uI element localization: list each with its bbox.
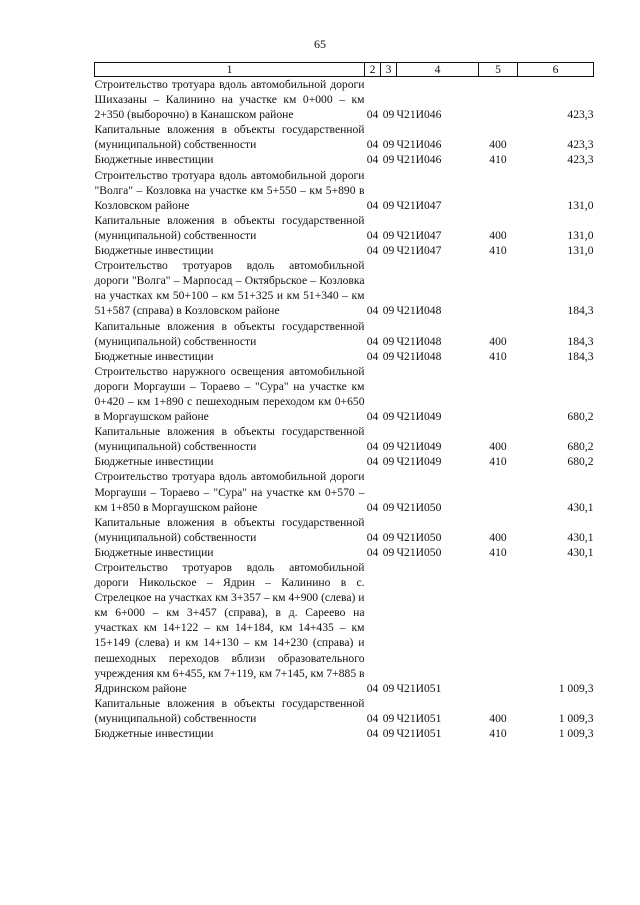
table-row (95, 696, 594, 726)
row-target-article: Ч21И050 (396, 500, 442, 514)
page-number: 65 (314, 37, 326, 51)
row-expense-type: 410 (489, 727, 507, 741)
row-section: 04 (366, 304, 379, 318)
row-section: 04 (366, 455, 379, 469)
row-name: Бюджетные инвестиции (94, 153, 214, 167)
header-col-5: 5 (479, 63, 518, 77)
row-target-article: Ч21И049 (396, 455, 442, 469)
row-section: 04 (366, 681, 379, 695)
row-section: 04 (366, 500, 379, 514)
row-amount: 423,3 (567, 138, 594, 152)
header-col-3: 3 (381, 63, 397, 77)
row-subsection: 09 (382, 727, 395, 741)
row-subsection: 09 (382, 108, 395, 122)
row-subsection: 09 (382, 681, 395, 695)
header-col-6: 6 (518, 63, 594, 77)
row-expense-type: 410 (489, 545, 507, 559)
row-section: 04 (366, 244, 379, 258)
row-target-article: Ч21И047 (396, 228, 442, 242)
row-section: 04 (366, 138, 379, 152)
row-name: Бюджетные инвестиции (94, 244, 214, 258)
row-section: 04 (366, 108, 379, 122)
row-amount: 430,1 (567, 500, 594, 514)
row-target-article: Ч21И046 (396, 108, 442, 122)
row-target-article: Ч21И049 (396, 440, 442, 454)
row-target-article: Ч21И048 (396, 349, 442, 363)
table-row (95, 122, 594, 152)
row-subsection: 09 (382, 530, 395, 544)
table-row (95, 77, 594, 123)
row-expense-type: 400 (489, 138, 507, 152)
table-row (95, 319, 594, 349)
row-name: Капитальные вложения в объекты государственной (муниципальной) собственности (94, 213, 365, 242)
row-amount: 680,2 (567, 440, 594, 454)
row-section: 04 (366, 530, 379, 544)
row-amount: 131,0 (567, 244, 594, 258)
row-amount: 430,1 (567, 545, 594, 559)
table-row (95, 168, 594, 213)
table-row (95, 424, 594, 454)
row-amount: 1 009,3 (558, 681, 594, 695)
table-row (95, 349, 594, 364)
row-target-article: Ч21И051 (396, 727, 442, 741)
row-section: 04 (366, 440, 379, 454)
row-amount: 423,3 (567, 153, 594, 167)
row-subsection: 09 (382, 440, 395, 454)
row-subsection: 09 (382, 349, 395, 363)
header-col-2: 2 (365, 63, 381, 77)
row-amount: 184,3 (567, 304, 594, 318)
row-target-article: Ч21И050 (396, 545, 442, 559)
row-amount: 423,3 (567, 108, 594, 122)
row-section: 04 (366, 727, 379, 741)
row-target-article: Ч21И051 (396, 681, 442, 695)
row-amount: 131,0 (567, 228, 594, 242)
table-row (95, 545, 594, 560)
row-section: 04 (366, 153, 379, 167)
row-name: Строительство тротуара вдоль автомобильной дороги "Волга" – Козловка на участке км 5+550 – км 5+890 в Козловском районе (94, 168, 365, 212)
row-name: Капитальные вложения в объекты государственной (муниципальной) собственности (94, 123, 365, 152)
row-name: Бюджетные инвестиции (94, 349, 214, 363)
row-expense-type: 410 (489, 244, 507, 258)
row-section: 04 (366, 711, 379, 725)
table-row (95, 515, 594, 545)
row-expense-type (479, 364, 518, 424)
row-name: Строительство тротуаров вдоль автомобильной дороги "Волга" – Марпосад – Октябрьское – Козловка на участках км 50+100 – км 51+325 и км 51+340 – км 51+587 (справа) в Козловском районе (94, 259, 365, 318)
row-subsection: 09 (382, 244, 395, 258)
row-amount: 1 009,3 (558, 727, 594, 741)
row-expense-type: 410 (489, 349, 507, 363)
row-expense-type (479, 469, 518, 514)
row-expense-type: 400 (489, 440, 507, 454)
table-row (95, 560, 594, 696)
row-amount: 1 009,3 (558, 711, 594, 725)
row-subsection: 09 (382, 410, 395, 424)
row-expense-type (479, 77, 518, 123)
row-expense-type: 400 (489, 711, 507, 725)
row-amount: 184,3 (567, 334, 594, 348)
table-row (95, 469, 594, 514)
row-target-article: Ч21И046 (396, 138, 442, 152)
row-section: 04 (366, 349, 379, 363)
header-col-1: 1 (95, 63, 365, 77)
table-row (95, 364, 594, 424)
row-name: Капитальные вложения в объекты государственной (муниципальной) собственности (94, 319, 365, 348)
row-name: Бюджетные инвестиции (94, 455, 214, 469)
row-target-article: Ч21И047 (396, 244, 442, 258)
row-target-article: Ч21И047 (396, 198, 442, 212)
row-amount: 430,1 (567, 530, 594, 544)
row-target-article: Ч21И046 (396, 153, 442, 167)
row-expense-type: 410 (489, 153, 507, 167)
table-row (95, 213, 594, 243)
row-subsection: 09 (382, 711, 395, 725)
row-subsection: 09 (382, 334, 395, 348)
row-amount: 680,2 (567, 455, 594, 469)
row-amount: 131,0 (567, 198, 594, 212)
row-expense-type: 410 (489, 455, 507, 469)
row-name: Бюджетные инвестиции (94, 545, 214, 559)
row-subsection: 09 (382, 153, 395, 167)
row-subsection: 09 (382, 138, 395, 152)
row-target-article: Ч21И050 (396, 530, 442, 544)
row-expense-type: 400 (489, 334, 507, 348)
row-name: Капитальные вложения в объекты государственной (муниципальной) собственности (94, 515, 365, 544)
row-subsection: 09 (382, 545, 395, 559)
row-subsection: 09 (382, 304, 395, 318)
row-expense-type (479, 168, 518, 213)
row-subsection: 09 (382, 198, 395, 212)
table-body (95, 77, 594, 742)
row-name: Капитальные вложения в объекты государственной (муниципальной) собственности (94, 425, 365, 454)
row-name: Строительство тротуара вдоль автомобильной дороги Шихазаны – Калинино на участке км 0+000 – км 2+350 (выборочно) в Канашском районе (94, 78, 365, 122)
row-name: Строительство тротуаров вдоль автомобильной дороги Никольское – Ядрин – Калинино в с. Стрелецкое на участках км 3+357 – км 4+900 (слева) и км 6+000 – км 3+457 (справа), в д. Сареево на участках км 14+122 – км 14+184, км 14+435 – км 15+149 (слева) и км 14+130 – км 14+230 (справа) и пешеходных переходов вблизи образовательного учреждения км 6+455, км 7+119, км 7+145, км 7+885 в Ядринском районе (94, 561, 365, 695)
table-row (95, 258, 594, 318)
row-target-article: Ч21И051 (396, 711, 442, 725)
row-expense-type: 400 (489, 530, 507, 544)
row-target-article: Ч21И048 (396, 304, 442, 318)
row-section: 04 (366, 228, 379, 242)
row-expense-type: 400 (489, 228, 507, 242)
row-amount: 184,3 (567, 349, 594, 363)
row-section: 04 (366, 410, 379, 424)
row-subsection: 09 (382, 500, 395, 514)
row-name: Строительство наружного освещения автомобильной дороги Моргауши – Тораево – "Сура" на участке км 0+420 – км 1+890 с пешеходным переходом км 0+650 в Моргаушском районе (94, 364, 365, 424)
row-section: 04 (366, 198, 379, 212)
row-name: Бюджетные инвестиции (94, 727, 214, 741)
row-name: Строительство тротуара вдоль автомобильной дороги Моргауши – Тораево – "Сура" на участке км 0+570 – км 1+850 в Моргаушском районе (94, 470, 365, 514)
row-expense-type (479, 560, 518, 696)
row-target-article: Ч21И049 (396, 410, 442, 424)
header-col-4: 4 (397, 63, 479, 77)
row-section: 04 (366, 334, 379, 348)
table-row (95, 454, 594, 469)
header-row (95, 63, 594, 77)
row-target-article: Ч21И048 (396, 334, 442, 348)
table-row (95, 726, 594, 741)
budget-table (94, 62, 594, 741)
row-section: 04 (366, 545, 379, 559)
row-expense-type (479, 258, 518, 318)
row-amount: 680,2 (567, 410, 594, 424)
row-subsection: 09 (382, 455, 395, 469)
row-subsection: 09 (382, 228, 395, 242)
table-row (95, 243, 594, 258)
table-header (95, 63, 594, 77)
row-name: Капитальные вложения в объекты государственной (муниципальной) собственности (94, 696, 365, 725)
table-row (95, 152, 594, 167)
